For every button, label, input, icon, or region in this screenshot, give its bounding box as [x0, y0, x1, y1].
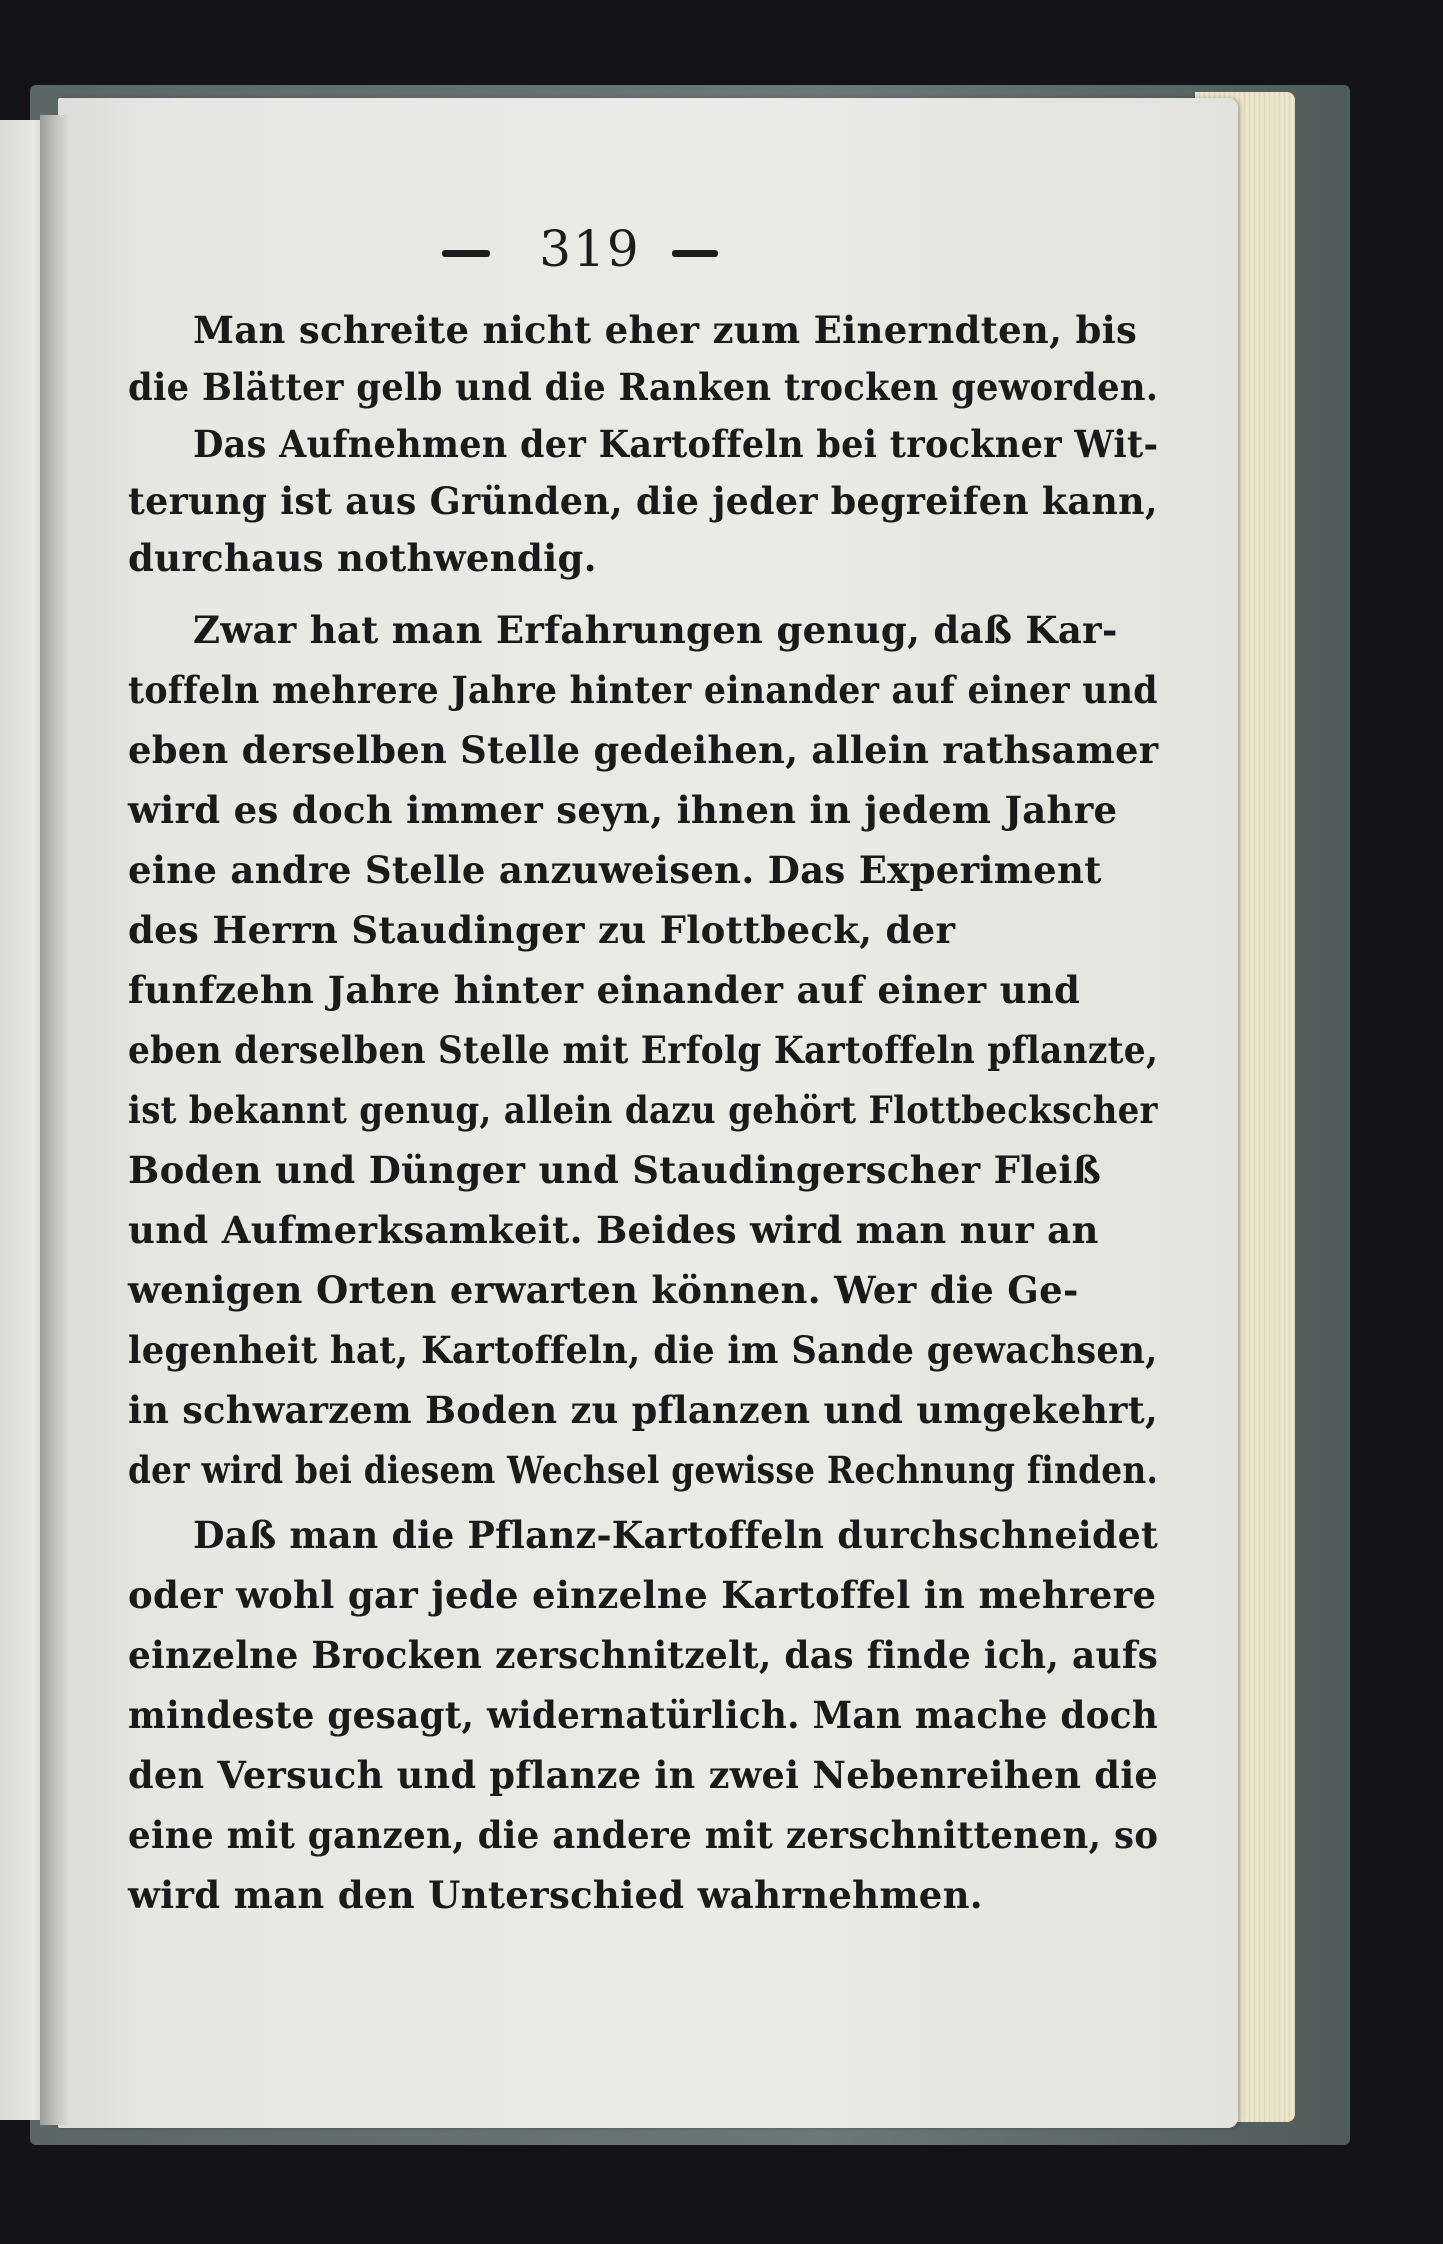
text-line: des Herrn Staudinger zu Flottbeck, der	[128, 908, 956, 952]
text-line: eben derselben Stelle gedeihen, allein rathsamer	[128, 728, 1159, 772]
text-line: der wird bei diesem Wechsel gewisse Rechnung finden.	[128, 1448, 1159, 1492]
text-line: durchaus nothwendig.	[128, 536, 597, 580]
text-line: Zwar hat man Erfahrungen genug, daß Kar-	[193, 608, 1118, 652]
header-dash-left	[442, 250, 490, 257]
text-line: die Blätter gelb und die Ranken trocken geworden.	[128, 365, 1159, 409]
text-line: wird es doch immer seyn, ihnen in jedem Jahre	[128, 788, 1118, 832]
text-line: terung ist aus Gründen, die jeder begreifen kann,	[128, 479, 1158, 523]
text-line: einzelne Brocken zerschnitzelt, das finde ich, aufs	[128, 1633, 1159, 1677]
text-line: eine mit ganzen, die andere mit zerschnittenen, so	[128, 1813, 1159, 1857]
text-line: und Aufmerksamkeit. Beides wird man nur an	[128, 1208, 1099, 1252]
page-number: 319	[539, 220, 641, 278]
page-gutter	[40, 115, 70, 2125]
text-line: Man schreite nicht eher zum Einerndten, bis	[193, 308, 1138, 352]
text-line: den Versuch und pflanze in zwei Nebenreihen die	[128, 1753, 1159, 1797]
text-line: wird man den Unterschied wahrnehmen.	[128, 1873, 983, 1917]
text-line: oder wohl gar jede einzelne Kartoffel in mehrere	[128, 1573, 1157, 1617]
text-line: toffeln mehrere Jahre hinter einander auf einer und	[128, 668, 1158, 712]
text-line: eben derselben Stelle mit Erfolg Kartoffeln pflanzte,	[128, 1028, 1159, 1072]
text-line: funfzehn Jahre hinter einander auf einer und	[128, 968, 1081, 1012]
text-line: Boden und Dünger und Staudingerscher Fleiß	[128, 1148, 1102, 1192]
text-line: Das Aufnehmen der Kartoffeln bei trockner Wit-	[193, 422, 1159, 466]
header-dash-right	[672, 250, 718, 257]
text-line: mindeste gesagt, widernatürlich. Man mache doch	[128, 1693, 1159, 1737]
text-line: eine andre Stelle anzuweisen. Das Experiment	[128, 848, 1102, 892]
text-line: in schwarzem Boden zu pflanzen und umgekehrt,	[128, 1388, 1159, 1432]
text-line: ist bekannt genug, allein dazu gehört Flottbeckscher	[128, 1088, 1158, 1132]
text-line: Daß man die Pflanz-Kartoffeln durchschneidet	[193, 1513, 1159, 1557]
text-line: wenigen Orten erwarten können. Wer die Ge-	[128, 1268, 1079, 1312]
text-line: legenheit hat, Kartoffeln, die im Sande gewachsen,	[128, 1328, 1158, 1372]
